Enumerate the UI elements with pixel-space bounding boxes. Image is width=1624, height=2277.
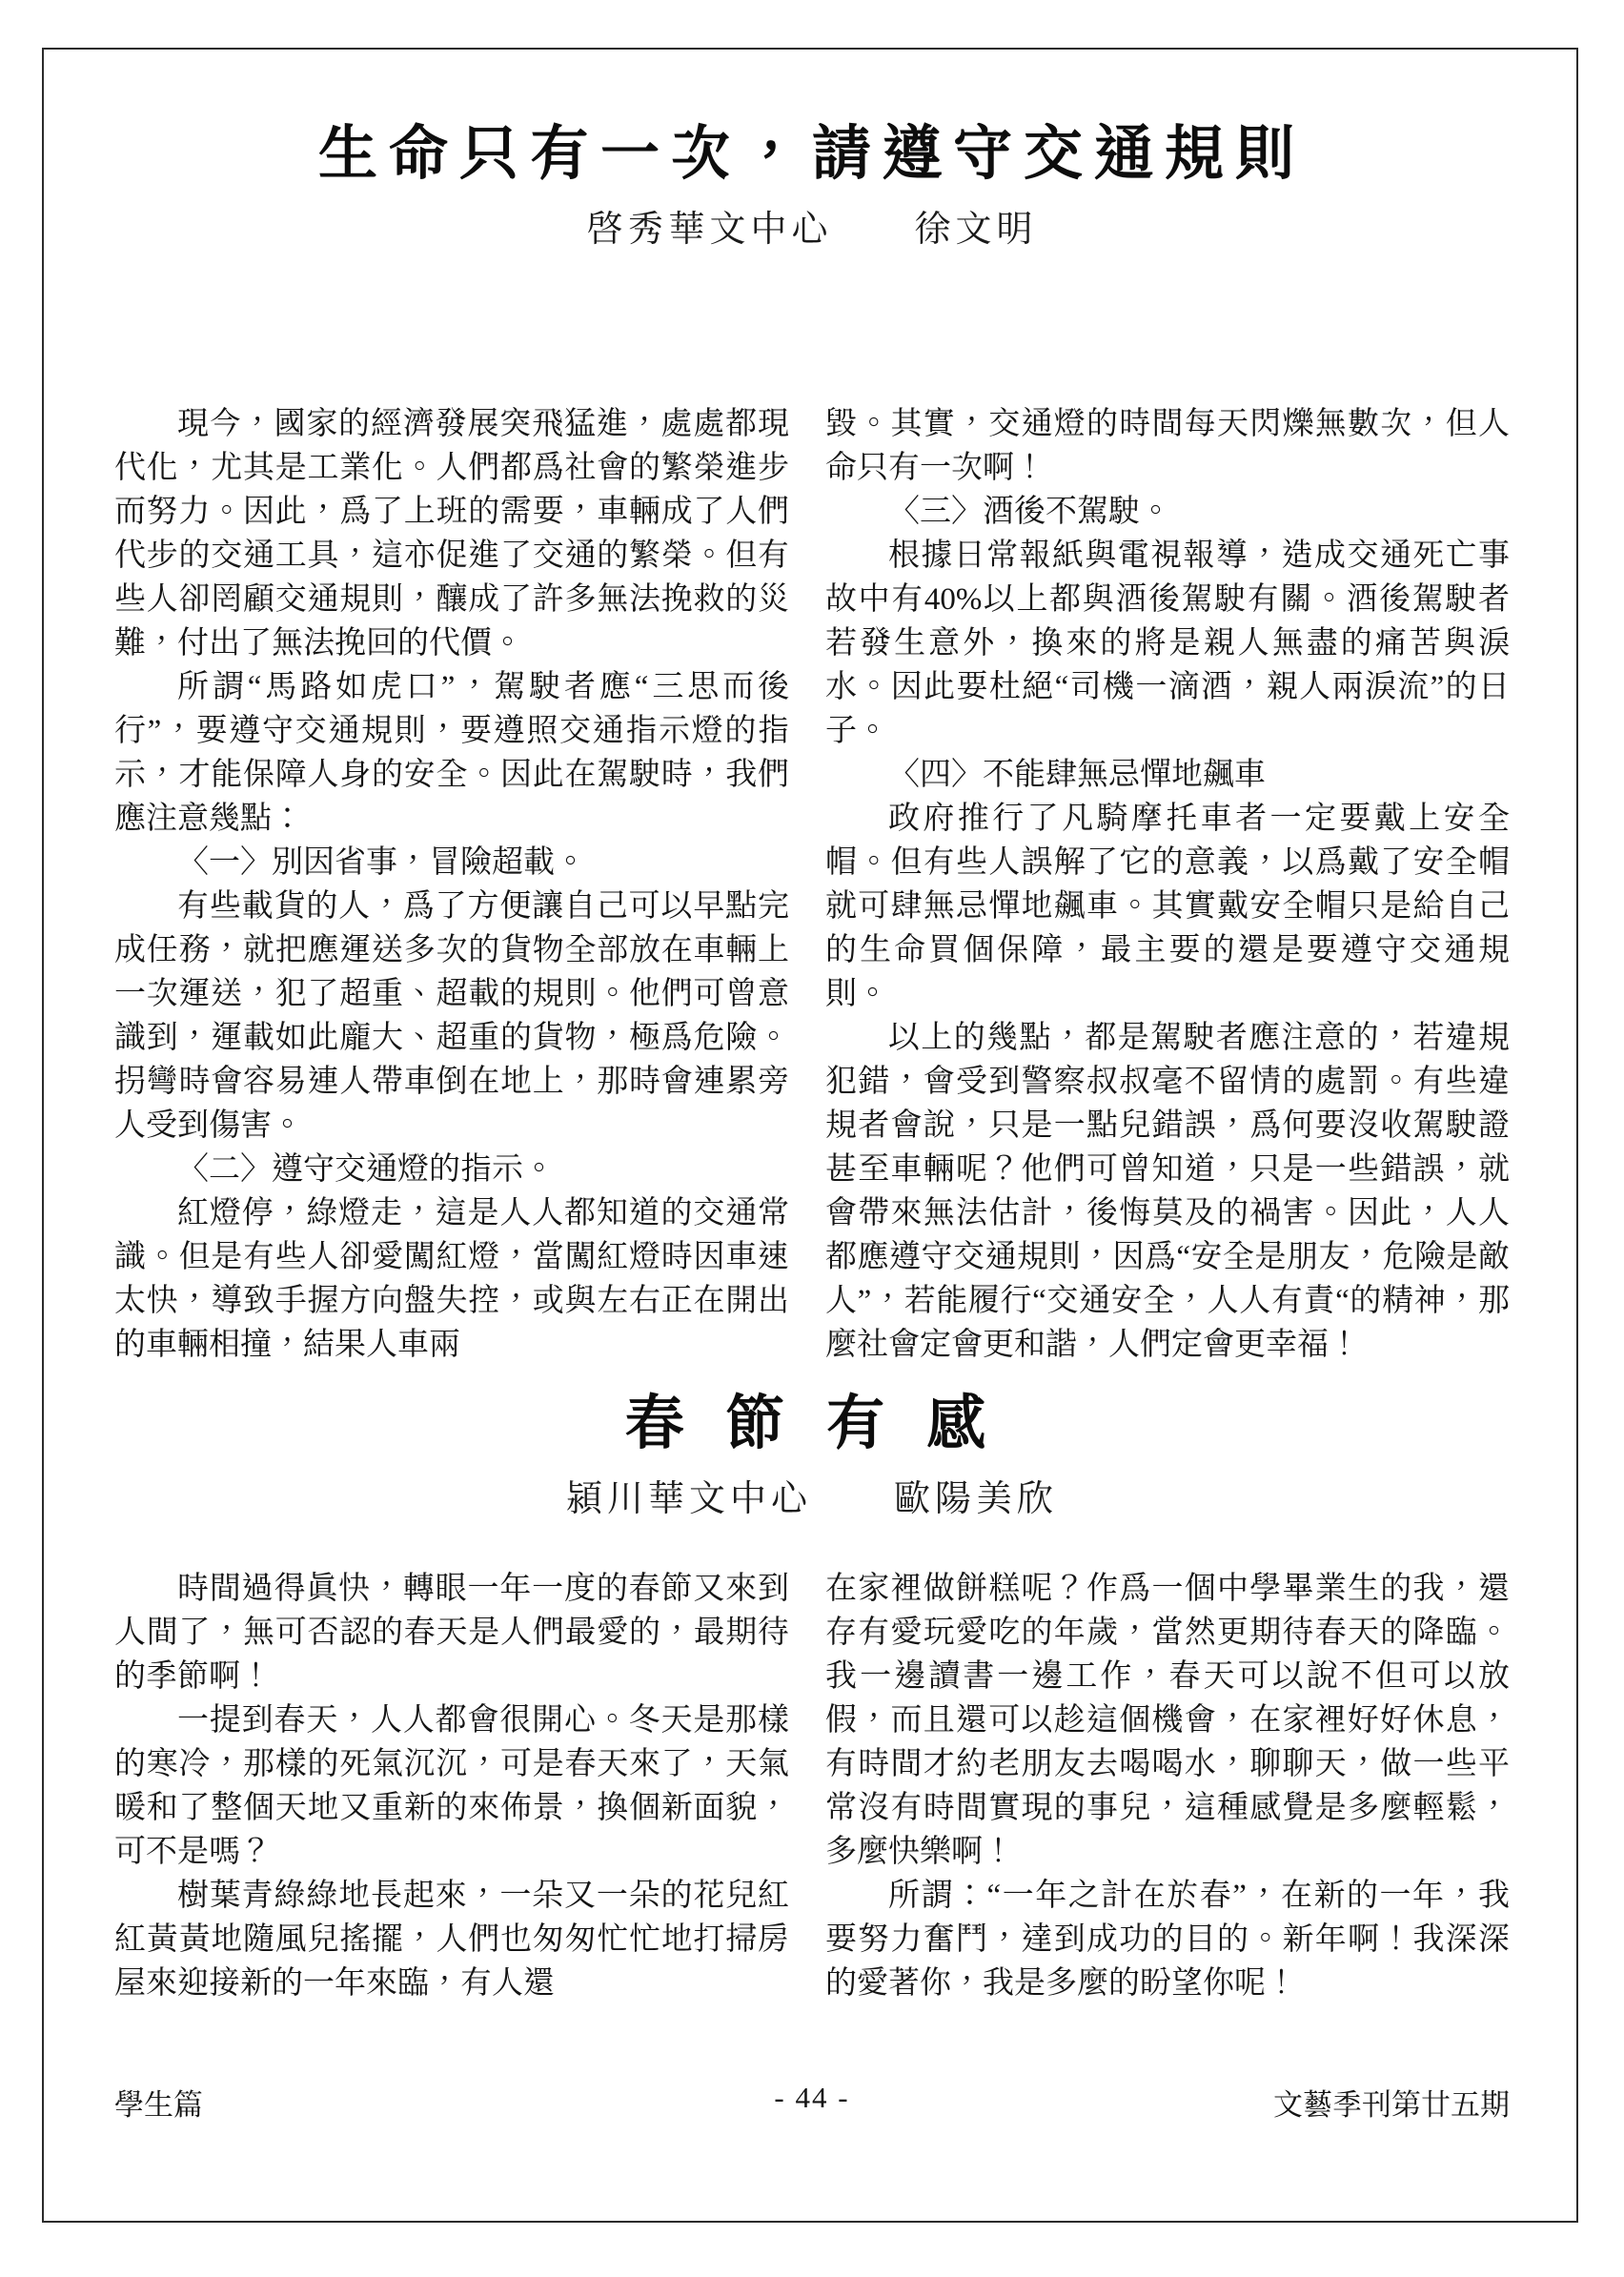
paragraph: 所謂“馬路如虎口”，駕駛者應“三思而後行”，要遵守交通規則，要遵照交通指示燈的指示，才能保障人身的安全。因此在駕駛時，我們應注意幾點：: [114, 670, 790, 836]
article-1-title: 生命只有一次，請遵守交通規則: [317, 122, 1306, 187]
page-footer: [114, 2081, 1510, 2124]
article-1-column-right: [825, 402, 1510, 1367]
paragraph: 所謂：“一年之計在於春”，在新的一年，我要努力奮鬥，達到成功的目的。新年啊！我深深的愛著你，我是多麼的盼望你呢！: [825, 1879, 1510, 2001]
paragraph: 〈三〉酒後不駕駛。: [888, 495, 1172, 529]
paragraph: 政府推行了凡騎摩托車者一定要戴上安全帽。但有些人誤解了它的意義，以爲戴了安全帽就可肆無忌憚地飆車。其實戴安全帽只是給自己的生命買個保障，最主要的還是要遵守交通規則。: [825, 802, 1510, 1011]
article-1-body: [114, 402, 1510, 1367]
article-1-byline: 啓秀華文中心 徐文明: [586, 210, 1038, 250]
paragraph: 〈一〉別因省事，冒險超載。: [177, 845, 586, 880]
paragraph: 樹葉青綠綠地長起來，一朵又一朵的花兒紅紅黃黃地隨風兒搖擺，人們也匆匆忙忙地打掃房屋來迎接新的一年來臨，有人還: [114, 1879, 790, 2001]
paragraph: 一提到春天，人人都會很開心。冬天是那樣的寒冷，那樣的死氣沉沉，可是春天來了，天氣暖和了整個天地又重新的來佈景，換個新面貌，可不是嗎？: [114, 1703, 790, 1869]
paragraph: 時間過得眞快，轉眼一年一度的春節又來到人間了，無可否認的春天是人們最愛的，最期待的季節啊！: [114, 1572, 790, 1694]
paragraph: 毀。其實，交通燈的時間每天閃爍無數次，但人命只有一次啊！: [825, 407, 1510, 485]
footer-page-number: - 44 -: [774, 2081, 850, 2114]
footer-publication-label: 文藝季刊第廿五期: [1273, 2088, 1510, 2122]
article-2-column-left: [114, 1567, 789, 2005]
page-content: [44, 50, 1576, 2005]
article-2-byline: 潁川華文中心 歐陽美欣: [565, 1479, 1058, 1519]
article-2-column-right: [825, 1567, 1510, 2005]
page-border-frame: [42, 48, 1578, 2223]
paragraph: 根據日常報紙與電視報導，造成交通死亡事故中有40%以上都與酒後駕駛有關。酒後駕駛者若發生意外，換來的將是親人無盡的痛苦與淚水。因此要杜絕“司機一滴酒，親人兩淚流”的日子。: [825, 539, 1510, 748]
paragraph: 有些載貨的人，爲了方便讓自己可以早點完成任務，就把應運送多次的貨物全部放在車輛上一次運送，犯了超重、超載的規則。他們可曾意識到，運載如此龐大、超重的貨物，極爲危險。拐彎時會容易連人帶車倒在地上，那時會連累旁人受到傷害。: [114, 889, 790, 1143]
paragraph: 〈四〉不能肆無忌憚地飆車: [888, 758, 1267, 792]
paragraph: 以上的幾點，都是駕駛者應注意的，若違規犯錯，會受到警察叔叔毫不留情的處罰。有些違規者會說，只是一點兒錯誤，爲何要沒收駕駛證甚至車輛呢？他們可曾知道，只是一些錯誤，就會帶來無法估計，後悔莫及的禍害。因此，人人都應遵守交通規則，因爲“安全是朋友，危險是敵人”，若能履行“交通安全，人人有責“的精神，那麼社會定會更和諧，人們定會更幸福！: [825, 1021, 1510, 1362]
paragraph: 〈二〉遵守交通燈的指示。: [177, 1152, 555, 1187]
article-spring-festival: [114, 1367, 1510, 2005]
paragraph: 在家裡做餅糕呢？作爲一個中學畢業生的我，還存有愛玩愛吃的年歲，當然更期待春天的降臨。我一邊讀書一邊工作，春天可以說不但可以放假，而且還可以趁這個機會，在家裡好好休息，有時間才約老朋友去喝喝水，聊聊天，做一些平常沒有時間實現的事兒，這種感覺是多麼輕鬆，多麼快樂啊！: [825, 1572, 1510, 1869]
article-2-body: [114, 1567, 1510, 2005]
article-1-column-left: [114, 402, 789, 1367]
article-2-title: 春 節 有 感: [624, 1392, 1000, 1456]
paragraph: 現今，國家的經濟發展突飛猛進，處處都現代化，尤其是工業化。人們都爲社會的繁榮進步而努力。因此，爲了上班的需要，車輛成了人們代步的交通工具，這亦促進了交通的繁榮。但有些人卻罔顧交通規則，釀成了許多無法挽救的災難，付出了無法挽回的代價。: [114, 407, 790, 661]
footer-section-label: 學生篇: [114, 2088, 203, 2122]
paragraph: 紅燈停，綠燈走，這是人人都知道的交通常識。但是有些人卻愛闖紅燈，當闖紅燈時因車速太快，導致手握方向盤失控，或與左右正在開出的車輛相撞，結果人車兩: [114, 1196, 790, 1362]
article-traffic-rules: [114, 50, 1510, 1367]
